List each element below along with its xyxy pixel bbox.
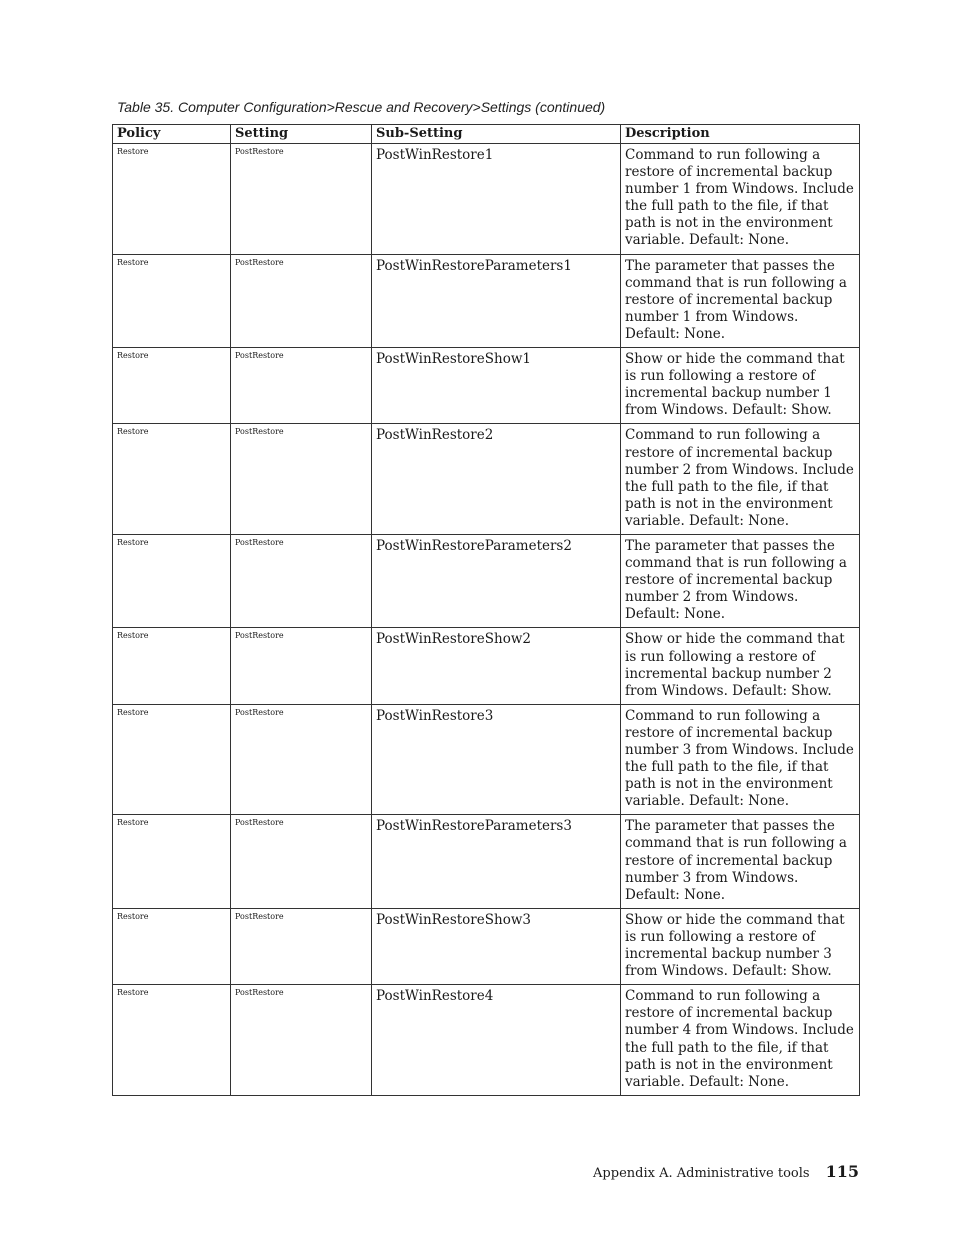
sub-setting-cell: PostWinRestoreShow2 xyxy=(372,628,621,704)
policy-cell: Restore xyxy=(113,424,231,535)
sub-setting-cell: PostWinRestoreParameters3 xyxy=(372,815,621,908)
page-footer xyxy=(593,1162,859,1181)
setting-cell: PostRestore xyxy=(231,628,372,704)
policy-cell: Restore xyxy=(113,628,231,704)
table-caption: Table 35. Computer Configuration>Rescue and Recovery>Settings (continued) xyxy=(117,99,606,115)
description-cell: Command to run following a restore of incremental backup number 3 from Windows. Include the full path to the file, if that path is not in the environment variable. Default: None. xyxy=(621,704,860,815)
description-cell: Show or hide the command that is run following a restore of incremental backup number 2 from Windows. Default: Show. xyxy=(621,628,860,704)
policy-cell: Restore xyxy=(113,534,231,627)
table-row xyxy=(113,628,860,704)
setting-cell: PostRestore xyxy=(231,908,372,984)
policy-cell: Restore xyxy=(113,144,231,255)
setting-cell: PostRestore xyxy=(231,424,372,535)
table-row xyxy=(113,424,860,535)
table-row xyxy=(113,144,860,255)
sub-setting-cell: PostWinRestore1 xyxy=(372,144,621,255)
table-row xyxy=(113,815,860,908)
setting-cell: PostRestore xyxy=(231,144,372,255)
header-sub-setting: Sub-Setting xyxy=(372,125,621,144)
sub-setting-cell: PostWinRestoreParameters1 xyxy=(372,254,621,347)
table-row xyxy=(113,348,860,424)
policy-cell: Restore xyxy=(113,348,231,424)
description-cell: Command to run following a restore of incremental backup number 1 from Windows. Include the full path to the file, if that path is not in the environment variable. Default: None. xyxy=(621,144,860,255)
setting-cell: PostRestore xyxy=(231,704,372,815)
policy-cell: Restore xyxy=(113,254,231,347)
table-row xyxy=(113,254,860,347)
description-cell: The parameter that passes the command that is run following a restore of incremental backup number 3 from Windows. Default: None. xyxy=(621,815,860,908)
sub-setting-cell: PostWinRestore2 xyxy=(372,424,621,535)
policy-cell: Restore xyxy=(113,704,231,815)
setting-cell: PostRestore xyxy=(231,534,372,627)
sub-setting-cell: PostWinRestoreShow1 xyxy=(372,348,621,424)
description-cell: Command to run following a restore of incremental backup number 2 from Windows. Include the full path to the file, if that path is not in the environment variable. Default: None. xyxy=(621,424,860,535)
header-description: Description xyxy=(621,125,860,144)
setting-cell: PostRestore xyxy=(231,815,372,908)
header-policy: Policy xyxy=(113,125,231,144)
footer-section-title: Appendix A. Administrative tools xyxy=(593,1166,810,1181)
setting-cell: PostRestore xyxy=(231,985,372,1096)
table-row xyxy=(113,704,860,815)
sub-setting-cell: PostWinRestoreParameters2 xyxy=(372,534,621,627)
sub-setting-cell: PostWinRestoreShow3 xyxy=(372,908,621,984)
table-row xyxy=(113,908,860,984)
description-cell: Show or hide the command that is run following a restore of incremental backup number 1 from Windows. Default: Show. xyxy=(621,348,860,424)
setting-cell: PostRestore xyxy=(231,254,372,347)
sub-setting-cell: PostWinRestore4 xyxy=(372,985,621,1096)
description-cell: Command to run following a restore of incremental backup number 4 from Windows. Include the full path to the file, if that path is not in the environment variable. Default: None. xyxy=(621,985,860,1096)
description-cell: Show or hide the command that is run following a restore of incremental backup number 3 from Windows. Default: Show. xyxy=(621,908,860,984)
policy-cell: Restore xyxy=(113,815,231,908)
setting-cell: PostRestore xyxy=(231,348,372,424)
header-setting: Setting xyxy=(231,125,372,144)
page-number: 115 xyxy=(825,1162,859,1181)
description-cell: The parameter that passes the command that is run following a restore of incremental backup number 2 from Windows. Default: None. xyxy=(621,534,860,627)
description-cell: The parameter that passes the command that is run following a restore of incremental backup number 1 from Windows. Default: None. xyxy=(621,254,860,347)
sub-setting-cell: PostWinRestore3 xyxy=(372,704,621,815)
table-row xyxy=(113,534,860,627)
table-row xyxy=(113,985,860,1096)
table-header-row xyxy=(113,125,860,144)
settings-table xyxy=(112,124,860,1096)
policy-cell: Restore xyxy=(113,985,231,1096)
policy-cell: Restore xyxy=(113,908,231,984)
